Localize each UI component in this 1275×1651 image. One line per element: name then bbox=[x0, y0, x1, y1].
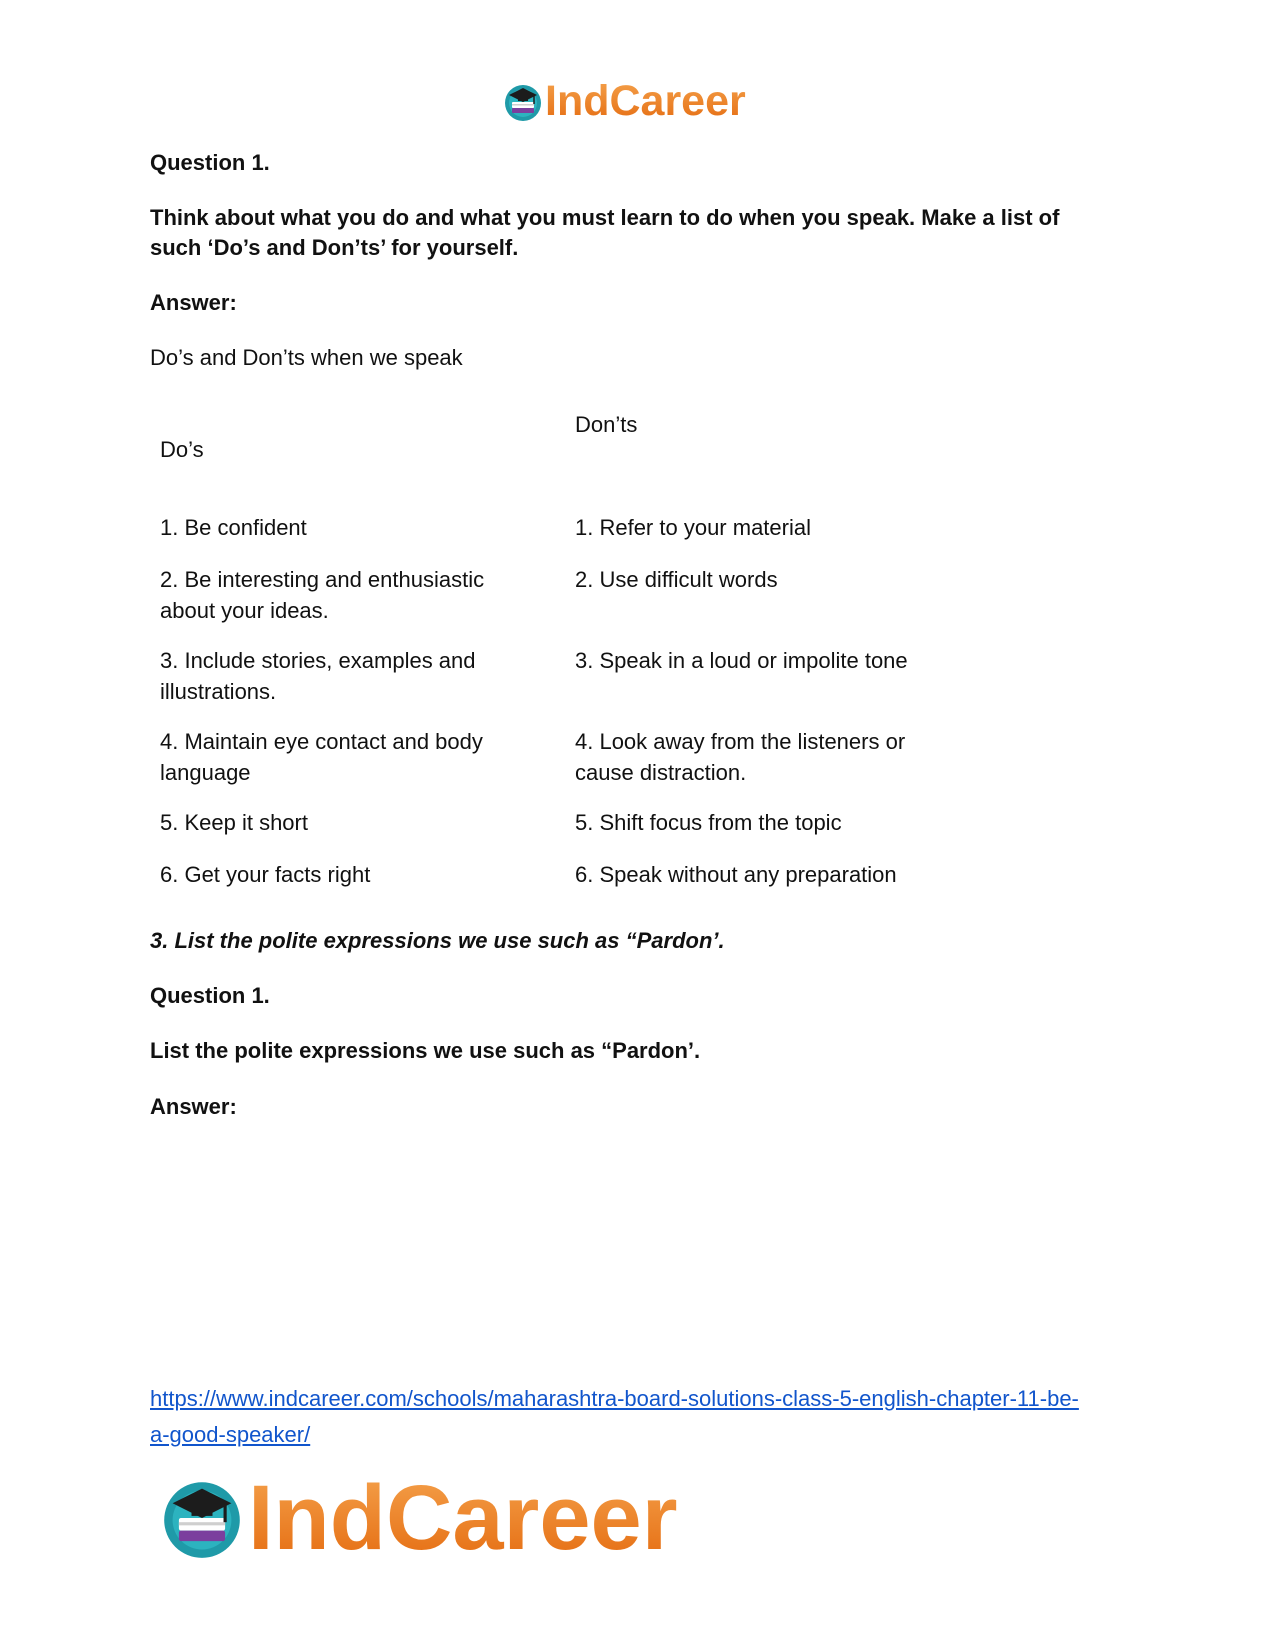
do-item-1 bbox=[160, 512, 530, 543]
graduation-book-icon bbox=[503, 82, 543, 122]
answer-label-2: Answer: bbox=[150, 1094, 237, 1119]
dont-item-6 bbox=[575, 859, 955, 890]
do-item-5 bbox=[160, 807, 530, 838]
dont-item-line: 6. Speak without any preparation bbox=[575, 862, 897, 887]
dont-item-line: 4. Look away from the listeners or bbox=[575, 729, 906, 754]
do-item-line: 5. Keep it short bbox=[160, 810, 308, 835]
footer-logo bbox=[160, 1467, 678, 1569]
question-text-line-2: such ‘Do’s and Don’ts’ for yourself. bbox=[150, 235, 519, 260]
do-item-6 bbox=[160, 859, 530, 890]
do-item-line: about your ideas. bbox=[160, 598, 329, 623]
dont-item-line: 5. Shift focus from the topic bbox=[575, 810, 842, 835]
do-item-3 bbox=[160, 645, 530, 707]
source-link[interactable] bbox=[150, 1381, 1130, 1453]
do-item-line: 2. Be interesting and enthusiastic bbox=[160, 567, 485, 592]
do-item-line: 6. Get your facts right bbox=[160, 862, 371, 887]
dont-item-3 bbox=[575, 645, 955, 676]
brand-name: IndCareer bbox=[248, 1467, 678, 1569]
dont-item-2 bbox=[575, 564, 955, 595]
graduation-book-icon bbox=[160, 1476, 244, 1560]
question-heading: Question 1. bbox=[150, 150, 270, 175]
answer-intro: Do’s and Don’ts when we speak bbox=[150, 345, 463, 370]
do-item-2 bbox=[160, 564, 530, 626]
source-link-line-2[interactable]: a-good-speaker/ bbox=[150, 1422, 311, 1447]
dont-item-line: 1. Refer to your material bbox=[575, 515, 811, 540]
answer-label: Answer: bbox=[150, 290, 237, 315]
dont-item-line: 2. Use difficult words bbox=[575, 567, 778, 592]
dos-header: Do’s bbox=[160, 437, 204, 462]
dont-item-line: 3. Speak in a loud or impolite tone bbox=[575, 648, 908, 673]
question-text-line-1: Think about what you do and what you must learn to do when you speak. Make a list of bbox=[150, 205, 1060, 230]
do-item-line: 3. Include stories, examples and bbox=[160, 648, 476, 673]
dont-item-1 bbox=[575, 512, 955, 543]
source-link-line-1[interactable]: https://www.indcareer.com/schools/maharashtra-board-solutions-class-5-english-chapter-11-be- bbox=[150, 1386, 1079, 1411]
section-heading: 3. List the polite expressions we use such as “Pardon’. bbox=[150, 928, 725, 953]
question-heading-2: Question 1. bbox=[150, 983, 270, 1008]
brand-name: IndCareer bbox=[545, 77, 746, 125]
question-text-2: List the polite expressions we use such as “Pardon’. bbox=[150, 1038, 701, 1063]
do-item-4 bbox=[160, 726, 530, 788]
do-item-line: 1. Be confident bbox=[160, 515, 307, 540]
header-logo bbox=[503, 77, 746, 125]
dont-item-5 bbox=[575, 807, 955, 838]
dont-item-4 bbox=[575, 726, 955, 788]
donts-header: Don’ts bbox=[575, 412, 638, 437]
dont-item-line: cause distraction. bbox=[575, 760, 747, 785]
do-item-line: illustrations. bbox=[160, 679, 277, 704]
do-item-line: language bbox=[160, 760, 251, 785]
do-item-line: 4. Maintain eye contact and body bbox=[160, 729, 483, 754]
